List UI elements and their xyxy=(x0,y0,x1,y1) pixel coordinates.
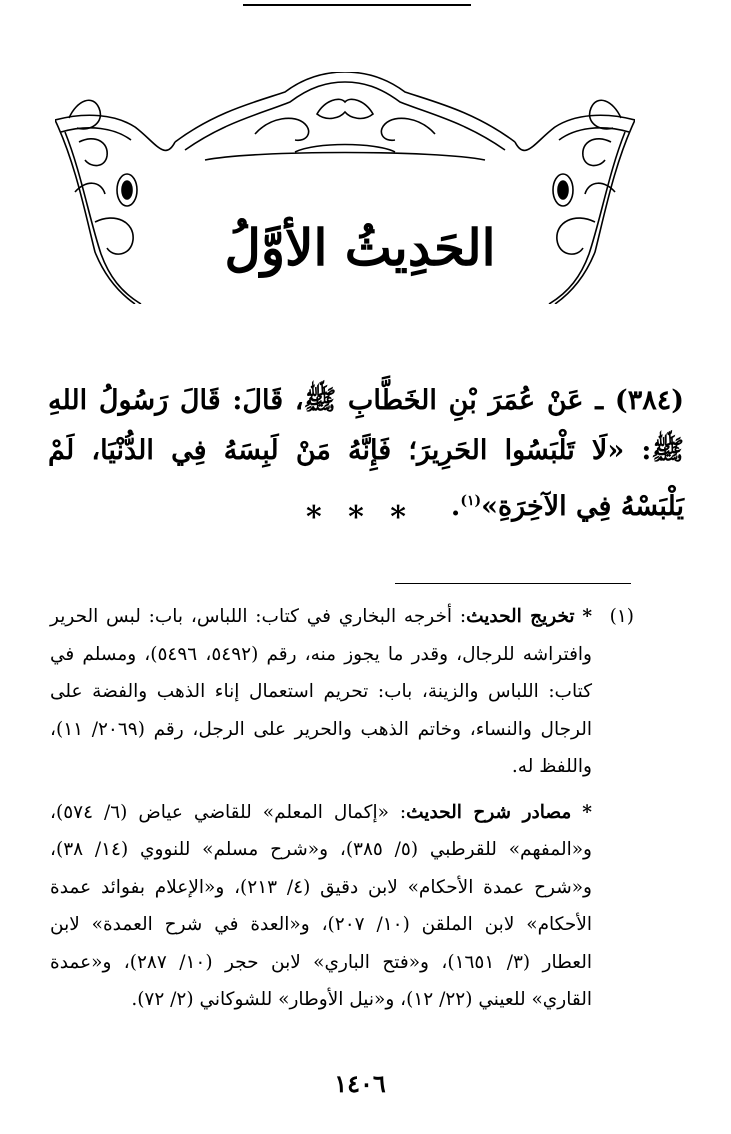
section-separator: * * * xyxy=(306,500,414,535)
hadith-end-mark: . xyxy=(450,491,461,522)
footnote-number: (١) xyxy=(609,606,634,627)
bullet-star: * xyxy=(582,606,592,627)
takhrij-label: تخريج الحديث xyxy=(466,606,575,627)
takhrij-text: : أخرجه البخاري في كتاب: اللباس، باب: لبس الحرير وافتراشه للرجال، وقدر ما يجوز منه، رقم (٥٤٩٢، ٥٤٩٦)، ومسلم في كتاب: اللباس والزينة، باب: تحريم استعمال إناء الذهب والفضة على الرجال والنساء، وخاتم الذهب والحرير على الرجل، رقم (٢٠٦٩/ ١١)، واللفظ له. xyxy=(50,606,593,777)
hadith-title: الحَدِيثُ الأوَّلُ xyxy=(224,218,496,277)
hadith-number: (٣٨٤) xyxy=(614,385,684,416)
footnote-sources xyxy=(50,794,636,1019)
hadith-line-1: ـ عَنْ عُمَرَ بْنِ الخَطَّابِ ﷺ، قَالَ: قَالَ رَسُولُ اللهِ ﷺ: xyxy=(48,385,685,466)
bullet-star: * xyxy=(582,801,592,823)
top-rule xyxy=(243,4,471,6)
footnote-reference: (١) xyxy=(460,493,482,509)
page-number: ١٤٠٦ xyxy=(334,1069,386,1098)
footnote-takhrij xyxy=(50,598,636,786)
footnotes xyxy=(50,598,636,1027)
footnote-rule xyxy=(395,583,631,584)
sources-label: مصادر شرح الحديث xyxy=(406,801,572,823)
sources-text: : «إكمال المعلم» للقاضي عياض (٦/ ٥٧٤)، و«المفهم» للقرطبي (٥/ ٣٨٥)، و«شرح مسلم» للنووي (١٤/ ٣٨)، و«شرح عمدة الأحكام» لابن دقيق (٤/ ٢١٣)، و«الإعلام بفوائد عمدة الأحكام» لابن الملقن (١٠/ ٢٠٧)، و«العدة في شرح العمدة» لابن العطار (٣/ ١٦٥١)، و«فتح الباري» لابن حجر (١٠/ ٢٨٧)، و«عمدة القاري» للعيني (٢٢/ ١٢)، و«نيل الأوطار» للشوكاني (٢/ ٧٢). xyxy=(50,801,593,1010)
hadith-line-2: «لَا تَلْبَسُوا الحَرِيرَ؛ فَإِنَّهُ مَنْ لَبِسَهُ فِي الدُّنْيَا، لَمْ يَلْبَسْهُ فِي الآخِرَةِ» xyxy=(48,435,684,522)
